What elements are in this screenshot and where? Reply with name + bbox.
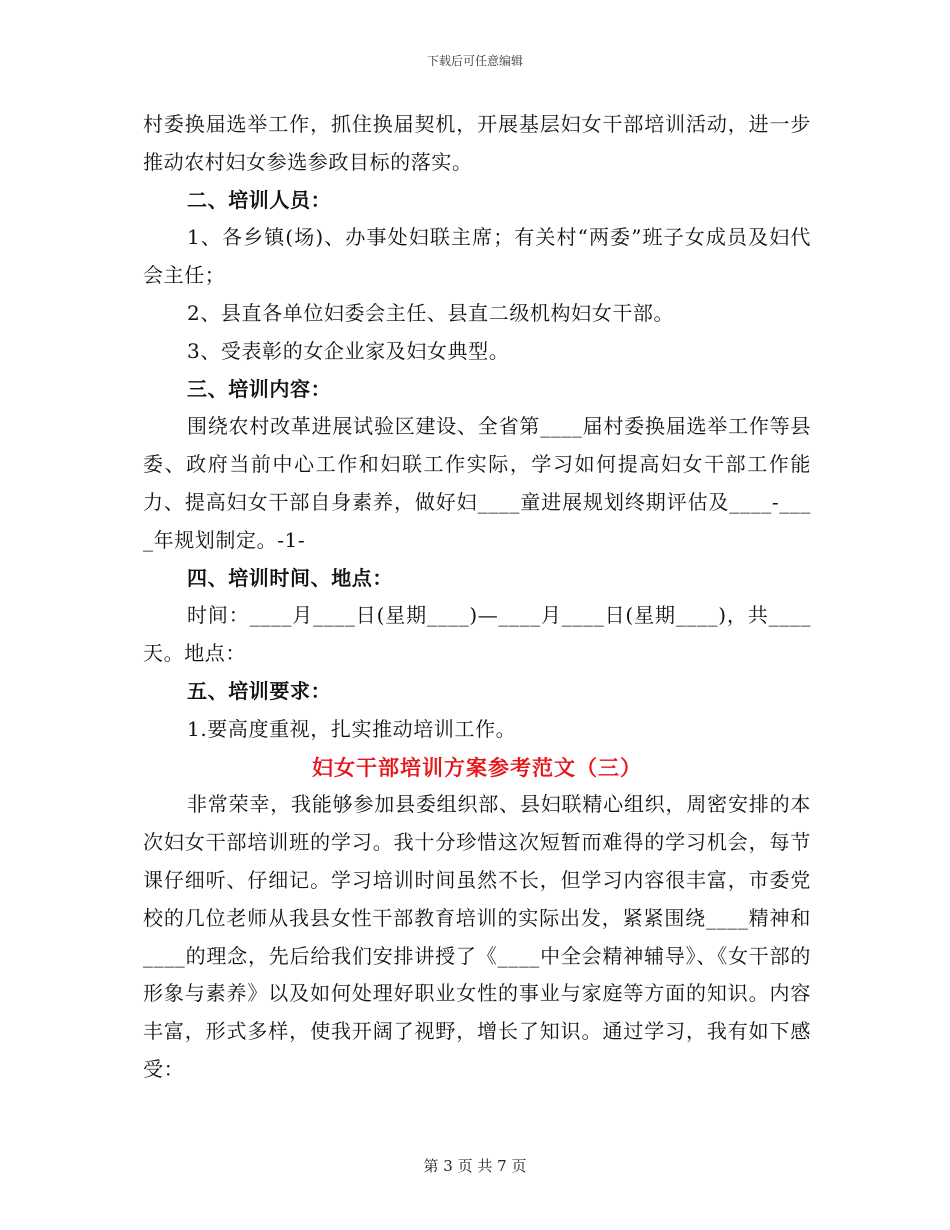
- list-item: 3、受表彰的女企业家及妇女典型。: [187, 338, 510, 363]
- document-body: [143, 106, 811, 1089]
- section-heading-requirements: 五、培训要求：: [187, 678, 332, 703]
- page-header-note: 下载后可任意编辑: [426, 54, 523, 68]
- paragraph-continuation: 村委换届选举工作，抓住换届契机，开展基层妇女干部培训活动，进一步推动农村妇女参选参政目标的落实。: [143, 112, 811, 174]
- paragraph-content: 围绕农村改革进展试验区建设、全省第____届村委换届选举工作等县委、政府当前中心工作和妇联工作实际，学习如何提高妇女干部工作能力、提高妇女干部自身素养，做好妇____童进展规划终期评估及____-____年规划制定。-1-: [143, 414, 811, 552]
- section-heading-personnel: 二、培训人员：: [187, 187, 332, 212]
- section-heading-content: 三、培训内容：: [187, 376, 332, 401]
- list-item: 2、县直各单位妇委会主任、县直二级机构妇女干部。: [187, 300, 675, 325]
- list-item: 1、各乡镇(场)、办事处妇联主席；有关村“两委”班子女成员及妇代会主任；: [143, 225, 811, 288]
- page-number: 第 3 页 共 7 页: [423, 1157, 527, 1175]
- section-heading-time-place: 四、培训时间、地点：: [187, 565, 393, 590]
- list-item: 1.要高度重视，扎实推动培训工作。: [187, 716, 517, 741]
- section-title: 妇女干部培训方案参考范文（三）: [312, 754, 642, 780]
- paragraph-reflection: 非常荣幸，我能够参加县委组织部、县妇联精心组织，周密安排的本次妇女干部培训班的学习。我十分珍惜这次短暂而难得的学习机会，每节课仔细听、仔细记。学习培训时间虽然不长，但学习内容很丰富，市委党校的几位老师从我县女性干部教育培训的实际出发，紧紧围绕____精神和____的理念，先后给我们安排讲授了《____中全会精神辅导》、《女干部的形象与素养》以及如何处理好职业女性的事业与家庭等方面的知识。内容丰富，形式多样，使我开阔了视野，增长了知识。通过学习，我有如下感受：: [143, 792, 811, 1081]
- paragraph-time-place: 时间：____月____日(星期____)—____月____日(星期____)，共____天。地点：: [143, 603, 811, 666]
